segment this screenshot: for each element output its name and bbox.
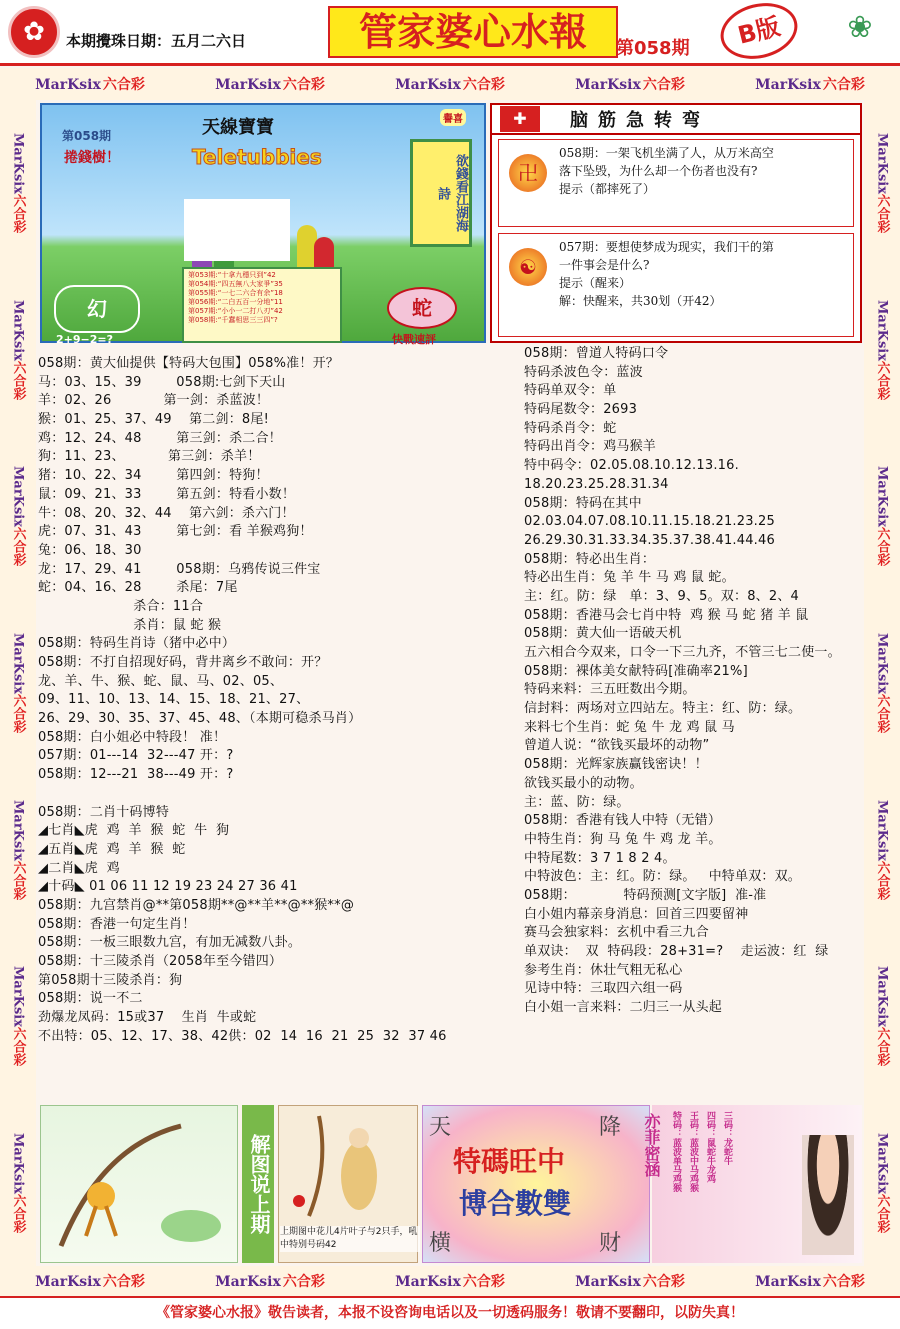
brand-cn: 六合彩 xyxy=(10,693,26,733)
riddle-line: 提示（醒来） xyxy=(559,276,632,290)
brand-en: MarKsix xyxy=(755,77,821,93)
riddle-header xyxy=(492,105,860,135)
brand-cn: 六合彩 xyxy=(874,1027,890,1067)
riddle-line: 解：快醒来，共30划（开42） xyxy=(559,294,722,308)
brand-cn: 六合彩 xyxy=(102,77,145,93)
brand-cn: 六合彩 xyxy=(10,1193,26,1233)
banner-title: 天線寶寶 xyxy=(202,117,274,138)
corner-glyph: 天 xyxy=(429,1115,452,1140)
prediction-line: 来料七个生肖：蛇 兔 牛 龙 鸡 鼠 马 xyxy=(524,719,735,735)
prediction-line: 058期：香港有钱人中特（无错） xyxy=(524,813,722,829)
banner-table-row: 第054期:“四五無八大家爭”35 xyxy=(188,280,283,288)
brand-mark xyxy=(9,800,28,900)
prediction-line: 特码杀肖令：蛇 xyxy=(524,420,617,436)
banner-table xyxy=(182,267,342,343)
brand-cn: 六合彩 xyxy=(10,360,26,400)
prediction-line: 羊：02、26 第一剑：杀蓝波！ xyxy=(38,393,270,409)
prediction-line: 单双诀： 双 特码段：28+31=? 走运波：红 绿 xyxy=(524,944,829,959)
yifei-panel xyxy=(642,1105,862,1263)
brand-cn: 六合彩 xyxy=(874,693,890,733)
brand-en: MarKsix xyxy=(10,1132,26,1194)
left-predictions-column xyxy=(38,355,520,1107)
snake-stamp: 蛇 xyxy=(387,287,457,329)
prediction-line: 058期：黄大仙一语破天机 xyxy=(524,626,682,642)
brand-mark xyxy=(873,800,892,900)
prediction-line: 058期：黄大仙提供【特码大包围】058%准！开？ xyxy=(38,356,339,371)
brand-mark xyxy=(395,1271,505,1291)
brand-mark xyxy=(35,1271,145,1291)
brand-en: MarKsix xyxy=(874,466,890,528)
bottom-brand-strip xyxy=(0,1266,900,1296)
brand-cn: 六合彩 xyxy=(10,194,26,234)
prediction-line: 白小姐一言来料：二归三一从头起 xyxy=(524,1000,723,1016)
banner-footer: 快戰速評 xyxy=(392,333,436,346)
prediction-line: 058期：不打自招现好码，背井离乡不敢问：开？ xyxy=(38,655,328,670)
right-predictions-column xyxy=(524,345,864,1097)
prediction-line: 特码尾数令：2693 xyxy=(524,402,638,418)
riddle-question-057 xyxy=(498,233,854,337)
prediction-line: 058期：曾道人特码口令 xyxy=(524,346,669,361)
solve-label: 解图说上期 xyxy=(242,1105,274,1263)
prediction-line: 不出特：05、12、17、38、42供：02 14 16 21 25 32 37 46 xyxy=(38,1028,447,1044)
prediction-line: 劲爆龙凤码：15或37 生肖 牛或蛇 xyxy=(38,1010,257,1026)
yin-yang-icon: ☯ xyxy=(509,248,547,286)
prediction-line: 058期：特必出生肖： xyxy=(524,551,656,567)
prediction-line: 058期：裸体美女献特码[准确率21%] xyxy=(524,663,748,679)
yifei-column: 四码：鼠蛇牛龙鸡 xyxy=(705,1111,715,1183)
draw-date: 本期攪珠日期：五月二六日 xyxy=(66,32,247,50)
brand-en: MarKsix xyxy=(10,799,26,861)
brand-cn: 六合彩 xyxy=(874,860,890,900)
banner-tag: 譽喜 xyxy=(440,109,466,126)
prediction-line: 鸡：12、24、48 第三剑：杀二合！ xyxy=(38,430,282,446)
swirl-icon: 卍 xyxy=(509,154,547,192)
special-code-line-1: 特碼旺中 xyxy=(453,1145,566,1178)
special-code-line-2: 博合數雙 xyxy=(459,1187,572,1220)
prediction-line: 058期：特码生肖诗（猪中必中） xyxy=(38,636,236,652)
banner-white-mask xyxy=(184,199,290,261)
prediction-line: 058期：特码在其中 xyxy=(524,495,642,511)
brand-en: MarKsix xyxy=(874,133,890,195)
lotus-emblem-icon: ❀ xyxy=(847,10,873,45)
prediction-line: 058期：白小姐必中特段！ 准！ xyxy=(38,729,227,745)
prediction-line: 26.29.30.31.33.34.35.37.38.41.44.46 xyxy=(524,532,775,548)
brand-cn: 六合彩 xyxy=(10,860,26,900)
prediction-line: 主：红。防：绿 单：3、9、5。双：8、2、4 xyxy=(524,588,800,604)
teletubbies-banner xyxy=(40,103,486,346)
prediction-line: ◢二肖◣虎 鸡 xyxy=(38,860,120,876)
riddle-line: 058期：一架飞机坐满了人，从万米高空 xyxy=(559,146,774,160)
prediction-line: 中特尾数：3 7 1 8 2 4。 xyxy=(524,850,676,866)
brand-mark xyxy=(873,633,892,733)
brand-en: MarKsix xyxy=(874,966,890,1028)
prediction-line: 特码单双令：单 xyxy=(524,383,617,399)
banner-teletubbies: Teletubbies xyxy=(192,145,322,169)
prediction-line: 欲钱买最小的动物。 xyxy=(524,775,643,791)
prediction-line: 第058期十三陵杀肖：狗 xyxy=(38,972,183,988)
prediction-line: 特码杀波色令：蓝波 xyxy=(524,364,643,380)
brand-cn: 六合彩 xyxy=(462,77,505,93)
masthead-title: 管家婆心水報 xyxy=(328,6,618,58)
brand-en: MarKsix xyxy=(10,466,26,528)
prediction-line: ◢五肖◣虎 鸡 羊 猴 蛇 xyxy=(38,841,186,857)
brand-mark xyxy=(215,1271,325,1291)
brand-mark xyxy=(9,966,28,1066)
prediction-line: 虎：07、31、43 第七剑：看 羊猴鸡狗！ xyxy=(38,524,313,540)
prediction-line: 02.03.04.07.08.10.11.15.18.21.23.25 xyxy=(524,514,775,530)
prediction-line: 猴：01、25、37、49 第二剑：8尾! xyxy=(38,412,269,428)
banner-wealth: 捲錢樹！ xyxy=(64,150,120,166)
brand-mark xyxy=(755,1271,865,1291)
brand-cn: 六合彩 xyxy=(10,527,26,567)
issue-number: 第058期 xyxy=(616,38,690,59)
prediction-line: 09、11、10、13、14、15、18、21、27、 xyxy=(38,692,310,708)
last-issue-hint: 上期图中花儿4片叶子与2只手，吼中特别号码42 xyxy=(280,1226,420,1252)
prediction-line: 猪：10、22、34 第四剑：特狗！ xyxy=(38,468,269,484)
bauhinia-icon: ✿ xyxy=(23,17,45,47)
corner-glyph: 横 xyxy=(429,1231,452,1256)
brand-cn: 六合彩 xyxy=(642,1274,685,1290)
prediction-line: 五六相合今双来，口令一下三九齐，不管三七二使一。 xyxy=(524,645,841,660)
brand-en: MarKsix xyxy=(874,799,890,861)
prediction-line: 特必出生肖：兔 羊 牛 马 鸡 鼠 蛇。 xyxy=(524,570,735,586)
yifei-column: 王码：蓝波中马鸡猴 xyxy=(688,1111,698,1192)
brand-mark xyxy=(873,1133,892,1233)
brand-en: MarKsix xyxy=(395,77,461,93)
yifei-title: 亦菲密涵 xyxy=(642,1113,661,1177)
prediction-line: ◢七肖◣虎 鸡 羊 猴 蛇 牛 狗 xyxy=(38,823,230,839)
prediction-line: 058期：12---21 38---49 开：? xyxy=(38,767,234,783)
prediction-line: 058期：一板三眼数九宫，有加无减数八卦。 xyxy=(38,935,302,951)
brand-cn: 六合彩 xyxy=(874,360,890,400)
prediction-line: 058期：香港马会七肖中特 鸡 猴 马 蛇 猪 羊 鼠 xyxy=(524,607,809,623)
brand-cn: 六合彩 xyxy=(874,1193,890,1233)
cartoon-panel xyxy=(40,1105,238,1263)
prediction-line: 龙、羊、牛、猴、蛇、鼠、马、02、05、 xyxy=(38,673,284,689)
prediction-line: 26、29、30、35、37、45、48、（本期可稳杀马肖） xyxy=(38,711,362,727)
brand-en: MarKsix xyxy=(874,632,890,694)
brand-cn: 六合彩 xyxy=(282,1274,325,1290)
brand-mark xyxy=(9,133,28,233)
banner-magic: 幻 xyxy=(54,285,140,333)
brand-mark xyxy=(873,966,892,1066)
brand-cn: 六合彩 xyxy=(462,1274,505,1290)
banner-table-row: 第055期:“一七二六合有余”18 xyxy=(188,289,283,297)
prediction-line: 特中码令：02.05.08.10.12.13.16. xyxy=(524,458,739,474)
prediction-line: 狗：11、23、 第三剑：杀羊！ xyxy=(38,449,261,465)
brand-mark xyxy=(9,1133,28,1233)
brand-en: MarKsix xyxy=(874,1132,890,1194)
riddle-line: 一件事会是什么? xyxy=(559,258,650,272)
corner-glyph: 财 xyxy=(599,1231,622,1256)
brand-en: MarKsix xyxy=(10,133,26,195)
brand-cn: 六合彩 xyxy=(822,77,865,93)
monk-illustration xyxy=(279,1106,417,1226)
riddle-line: 057期：要想使梦成为现实，我们干的第 xyxy=(559,240,774,254)
brand-mark xyxy=(215,74,325,94)
prediction-line: 058期： 特码预测[文字版] 准-准 xyxy=(524,887,767,903)
brand-mark xyxy=(873,133,892,233)
woman-portrait xyxy=(802,1135,854,1255)
banner-scroll: 欲錢看江湖海詩 xyxy=(410,139,472,247)
brand-mark xyxy=(9,300,28,400)
brand-en: MarKsix xyxy=(755,1274,821,1290)
brand-en: MarKsix xyxy=(10,299,26,361)
corner-glyph: 降 xyxy=(599,1115,622,1140)
prediction-line: 中特波色：主：红。防：绿。 中特单双：双。 xyxy=(524,869,801,885)
brand-mark xyxy=(873,466,892,566)
prediction-line xyxy=(38,785,520,804)
prediction-line: 杀合：11合 xyxy=(38,598,204,614)
brand-mark xyxy=(395,74,505,94)
prediction-line: 蛇：04、16、28 杀尾：7尾 xyxy=(38,580,238,596)
riddle-line: 提示（都摔死了） xyxy=(559,182,656,196)
prediction-line: 058期：十三陵杀肖（2058年至今错四） xyxy=(38,954,283,969)
brand-mark xyxy=(9,466,28,566)
prediction-line: ◢十码◣ 01 06 11 12 19 23 24 27 36 41 xyxy=(38,879,298,895)
prediction-line: 中特生肖：狗 马 兔 牛 鸡 龙 羊。 xyxy=(524,831,722,847)
prediction-line: 18.20.23.25.28.31.34 xyxy=(524,476,669,492)
header xyxy=(0,0,900,66)
prediction-line: 曾道人说：“欲钱买最坏的动物” xyxy=(524,738,710,754)
riddle-panel xyxy=(490,103,862,343)
brand-en: MarKsix xyxy=(35,1274,101,1290)
brand-en: MarKsix xyxy=(575,77,641,93)
brand-cn: 六合彩 xyxy=(102,1274,145,1290)
right-brand-strip xyxy=(864,100,900,1266)
brand-mark xyxy=(755,74,865,94)
riddle-title: 脑筋急转弯 xyxy=(570,110,710,131)
brand-en: MarKsix xyxy=(215,1274,281,1290)
left-brand-strip xyxy=(0,100,36,1266)
top-brand-strip xyxy=(0,68,900,100)
brand-mark xyxy=(575,74,685,94)
riddle-line: 落下坠毁，为什么却一个伤者也没有? xyxy=(559,164,758,178)
brand-cn: 六合彩 xyxy=(282,77,325,93)
banner-formula: 2+9−2=? xyxy=(56,333,113,346)
prediction-line: 特码出肖令：鸡马猴羊 xyxy=(524,439,657,455)
brand-en: MarKsix xyxy=(395,1274,461,1290)
banner-table-row: 第057期:“小小一二打八刃”42 xyxy=(188,307,283,315)
banner-table-row: 第053期:“十拿九穩只到”42 xyxy=(188,271,276,279)
yifei-column: 三码：龙蛇牛 xyxy=(722,1111,732,1165)
edition-badge: B版 xyxy=(715,0,804,67)
prediction-line: 见诗中特：三取四六组一码 xyxy=(524,981,683,997)
prediction-line: 特码来料：三五旺数出今期。 xyxy=(524,682,696,698)
yifei-grid xyxy=(670,1111,790,1257)
brand-en: MarKsix xyxy=(215,77,281,93)
brand-cn: 六合彩 xyxy=(874,194,890,234)
prediction-line: 杀肖：鼠 蛇 猴 xyxy=(38,617,222,633)
brand-mark xyxy=(9,633,28,733)
riddle-question-058 xyxy=(498,139,854,227)
hk-bauhinia-logo xyxy=(8,6,60,58)
prediction-line: 058期：九宫禁肖@**第058期**@**羊**@**猴**@ xyxy=(38,897,355,913)
banner-issue: 第058期 xyxy=(62,129,112,143)
prediction-line: 龙：17、29、41 058期：乌鸦传说三件宝 xyxy=(38,561,321,577)
brand-cn: 六合彩 xyxy=(822,1274,865,1290)
brand-mark xyxy=(575,1271,685,1291)
brand-en: MarKsix xyxy=(874,299,890,361)
prediction-line: 赛马会独家料：玄机中看三九合 xyxy=(524,925,709,941)
prediction-line: 白小姐内幕亲身消息：回首三四要留神 xyxy=(524,906,749,922)
cross-icon: ✚ xyxy=(500,106,540,132)
prediction-line: 057期：01---14 32---47 开：? xyxy=(38,748,234,764)
brand-en: MarKsix xyxy=(35,77,101,93)
brand-cn: 六合彩 xyxy=(642,77,685,93)
banner-table-row: 第058期:“千蠢相思三三四”? xyxy=(188,316,278,324)
prediction-line: 兔：06、18、30 xyxy=(38,542,142,558)
brand-en: MarKsix xyxy=(10,632,26,694)
brand-mark xyxy=(873,300,892,400)
prediction-line: 058期：香港一句定生肖！ xyxy=(38,916,196,932)
brand-en: MarKsix xyxy=(575,1274,641,1290)
prediction-line: 马：03、15、39 058期:七剑下天山 xyxy=(38,374,286,390)
prediction-line: 牛：08、20、32、44 第六剑：杀六门！ xyxy=(38,505,295,521)
brand-cn: 六合彩 xyxy=(10,1027,26,1067)
brand-cn: 六合彩 xyxy=(874,527,890,567)
special-code-panel xyxy=(422,1105,650,1263)
brand-mark xyxy=(35,74,145,94)
prediction-line: 参考生肖：休壮气粗无私心 xyxy=(524,962,683,978)
footer-notice: 《管家婆心水报》敬告读者，本报不设咨询电话以及一切透码服务！敬请不要翻印，以防失真！ xyxy=(0,1296,900,1329)
banner-table-row: 第056期:“二白五百一分地”11 xyxy=(188,298,283,306)
prediction-line: 058期：说一不二 xyxy=(38,991,143,1007)
prediction-line: 鼠：09、21、33 第五剑：特看小数！ xyxy=(38,486,296,502)
yifei-column: 特码：蓝波单马鸡猴 xyxy=(671,1111,681,1192)
brand-en: MarKsix xyxy=(10,966,26,1028)
prediction-line: 058期：光辉家族赢钱密诀！！ xyxy=(524,757,708,773)
prediction-line: 主：蓝、防：绿。 xyxy=(524,794,630,810)
prediction-line: 058期：二肖十码博特 xyxy=(38,804,170,820)
cartoon-illustration xyxy=(41,1106,237,1262)
prediction-line: 信封料：两场对立四站左。特主：红、防：绿。 xyxy=(524,701,802,717)
